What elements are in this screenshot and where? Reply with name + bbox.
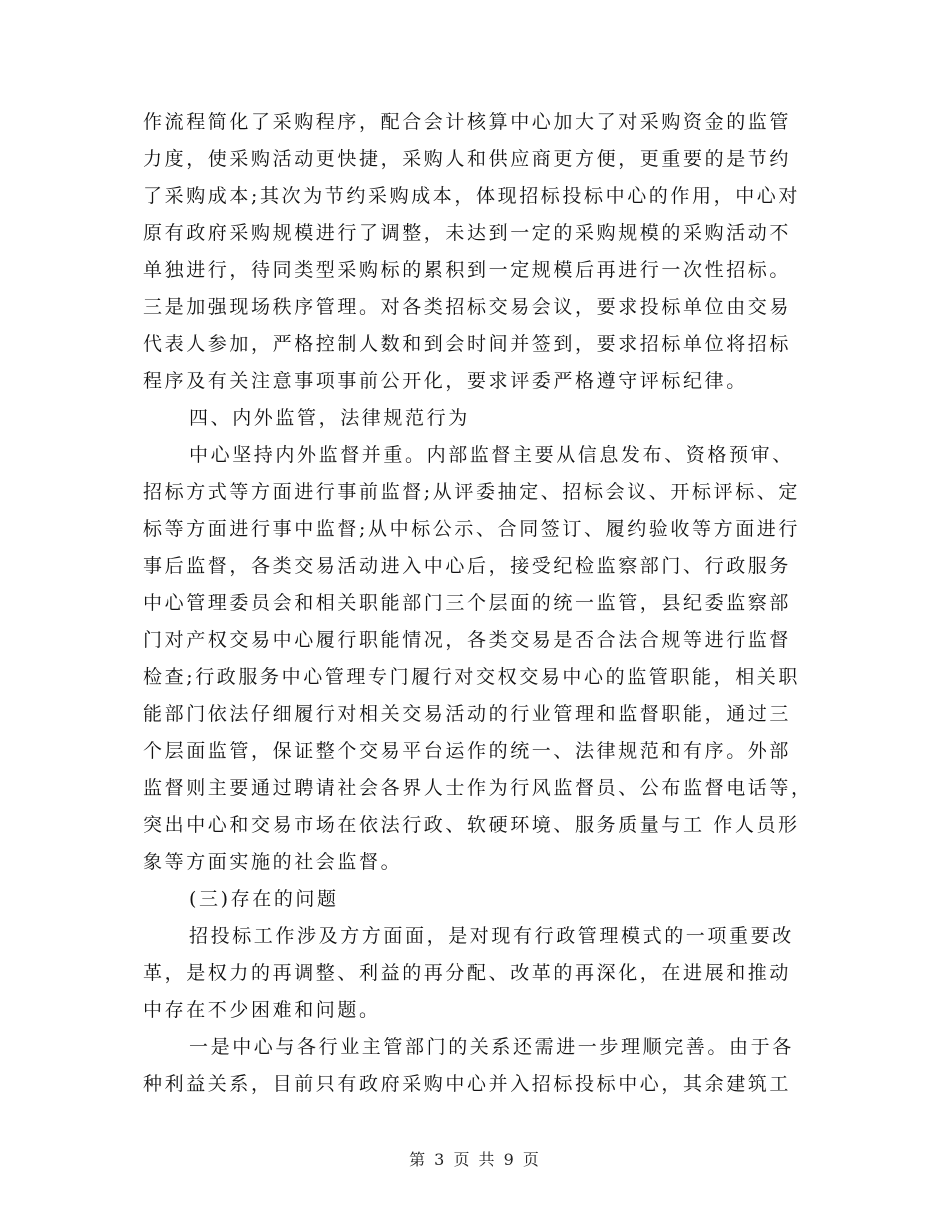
page-number: 第 3 页 共 9 页: [409, 1150, 541, 1169]
text-line: 能部门依法仔细履行对相关交易活动的行业管理和监督职能，通过三: [143, 703, 792, 725]
paragraph-start-line: 招投标工作涉及方方面面，是对现有行政管理模式的一项重要改: [189, 925, 794, 947]
text-line: 三是加强现场秩序管理。对各类招标交易会议，要求投标单位由交易: [143, 296, 792, 318]
text-line: 突出中心和交易市场在依法行政、软硬环境、服务质量与工 作人员形: [143, 814, 800, 836]
paragraph-start-line: 一是中心与各行业主管部门的关系还需进一步理顺完善。由于各: [189, 1036, 794, 1058]
text-line: 检查;行政服务中心管理专门履行对交权交易中心的监管职能，相关职: [143, 666, 801, 688]
paragraph-start-line: 中心坚持内外监督并重。内部监督主要从信息发布、资格预审、: [189, 444, 794, 466]
text-line: 程序及有关注意事项事前公开化，要求评委严格遵守评标纪律。: [143, 370, 748, 392]
section-heading: 四、内外监管，法律规范行为: [189, 407, 470, 429]
text-line: 标等方面进行事中监督;从中标公示、合同签订、履约验收等方面进行: [143, 518, 801, 540]
text-line: 事后监督，各类交易活动进入中心后，接受纪检监察部门、行政服务: [143, 555, 792, 577]
text-line: 门对产权交易中心履行职能情况，各类交易是否合法合规等进行监督: [143, 629, 792, 651]
text-line: 监督则主要通过聘请社会各界人士作为行风监督员、公布监督电话等，: [143, 777, 813, 799]
text-line: 作流程简化了采购程序，配合会计核算中心加大了对采购资金的监管: [143, 111, 792, 133]
text-line: 中心管理委员会和相关职能部门三个层面的统一监管，县纪委监察部: [143, 592, 792, 614]
text-line: 单独进行，待同类型采购标的累积到一定规模后再进行一次性招标。: [143, 259, 792, 281]
document-body: [143, 104, 813, 1103]
text-line: 中存在不少困难和问题。: [143, 999, 381, 1021]
text-line: 象等方面实施的社会监督。: [143, 851, 403, 873]
text-line: 代表人参加，严格控制人数和到会时间并签到，要求招标单位将招标: [143, 333, 792, 355]
text-line: 个层面监管，保证整个交易平台运作的统一、法律规范和有序。外部: [143, 740, 792, 762]
text-line: 革，是权力的再调整、利益的再分配、改革的再深化，在进展和推动: [143, 962, 792, 984]
text-line: 种利益关系，目前只有政府采购中心并入招标投标中心，其余建筑工: [143, 1073, 792, 1095]
text-line: 招标方式等方面进行事前监督;从评委抽定、招标会议、开标评标、定: [143, 481, 801, 503]
text-line: 原有政府采购规模进行了调整，未达到一定的采购规模的采购活动不: [143, 222, 792, 244]
text-line: 力度，使采购活动更快捷，采购人和供应商更方便，更重要的是节约: [143, 148, 792, 170]
text-line: 了采购成本;其次为节约采购成本，体现招标投标中心的作用，中心对: [143, 185, 801, 207]
section-heading: (三)存在的问题: [189, 888, 339, 910]
